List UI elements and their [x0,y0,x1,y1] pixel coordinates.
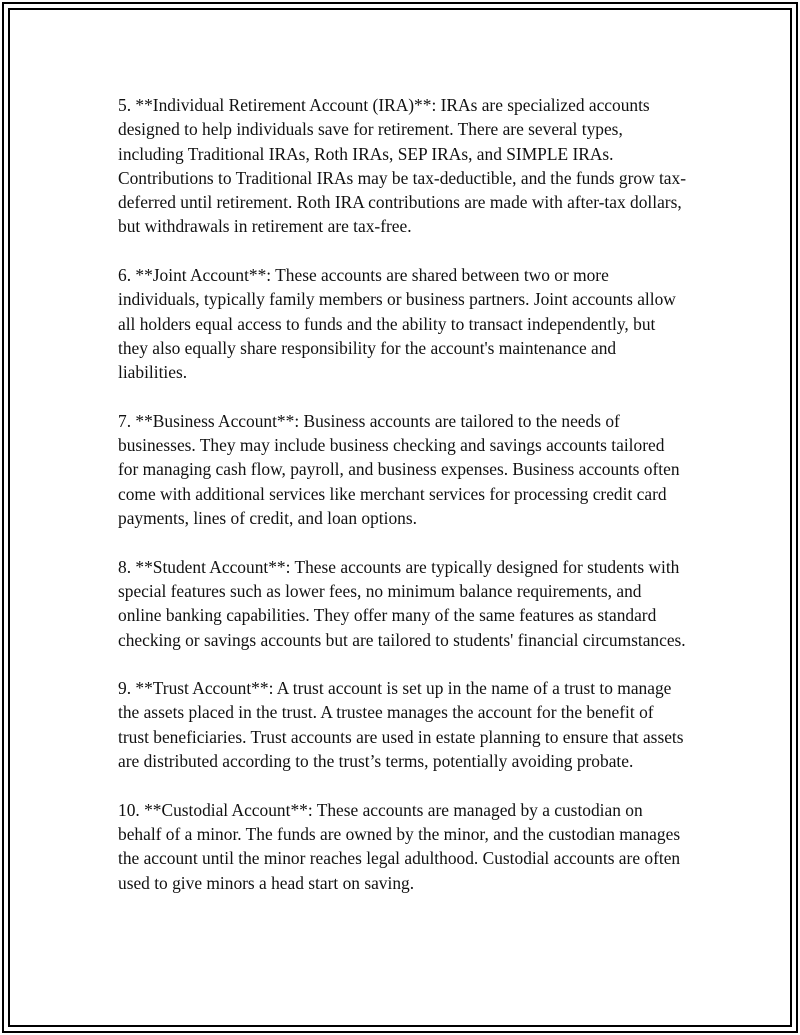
document-body [118,93,688,919]
paragraph-student-account: 8. **Student Account**: These accounts are typically designed for students with special features such as lower fees, no minimum balance requirements, and online banking capabilities. They offer many of the same features as standard checking or savings accounts but are tailored to students' financial circumstances. [118,556,686,650]
paragraph-custodial-account: 10. **Custodial Account**: These accounts are managed by a custodian on behalf of a minor. The funds are owned by the minor, and the custodian manages the account until the minor reaches legal adulthood. Custodial accounts are often used to give minors a head start on saving. [118,799,681,893]
paragraph-joint-account: 6. **Joint Account**: These accounts are shared between two or more individuals, typically family members or business partners. Joint accounts allow all holders equal access to funds and the ability to transact independently, but they also equally share responsibility for the account's maintenance and liabilities. [118,265,676,383]
paragraph-business-account: 7. **Business Account**: Business accounts are tailored to the needs of businesses. They may include business checking and savings accounts tailored for managing cash flow, payroll, and business expenses. Business accounts often come with additional services like merchant services for processing credit card payments, lines of credit, and loan options. [118,410,680,529]
paragraph-ira: 5. **Individual Retirement Account (IRA)**: IRAs are specialized accounts designed to help individuals save for retirement. There are several types, including Traditional IRAs, Roth IRAs, SEP IRAs, and SIMPLE IRAs. Contributions to Traditional IRAs may be tax-deductible, and the funds grow tax-deferred until retirement. Roth IRA contributions are made with after-tax dollars, but withdrawals in retirement are tax-free. [118,95,687,237]
paragraph-trust-account: 9. **Trust Account**: A trust account is set up in the name of a trust to manage the assets placed in the trust. A trustee manages the account for the benefit of trust beneficiaries. Trust accounts are used in estate planning to ensure that assets are distributed according to the trust’s terms, potentially avoiding probate. [118,678,684,772]
